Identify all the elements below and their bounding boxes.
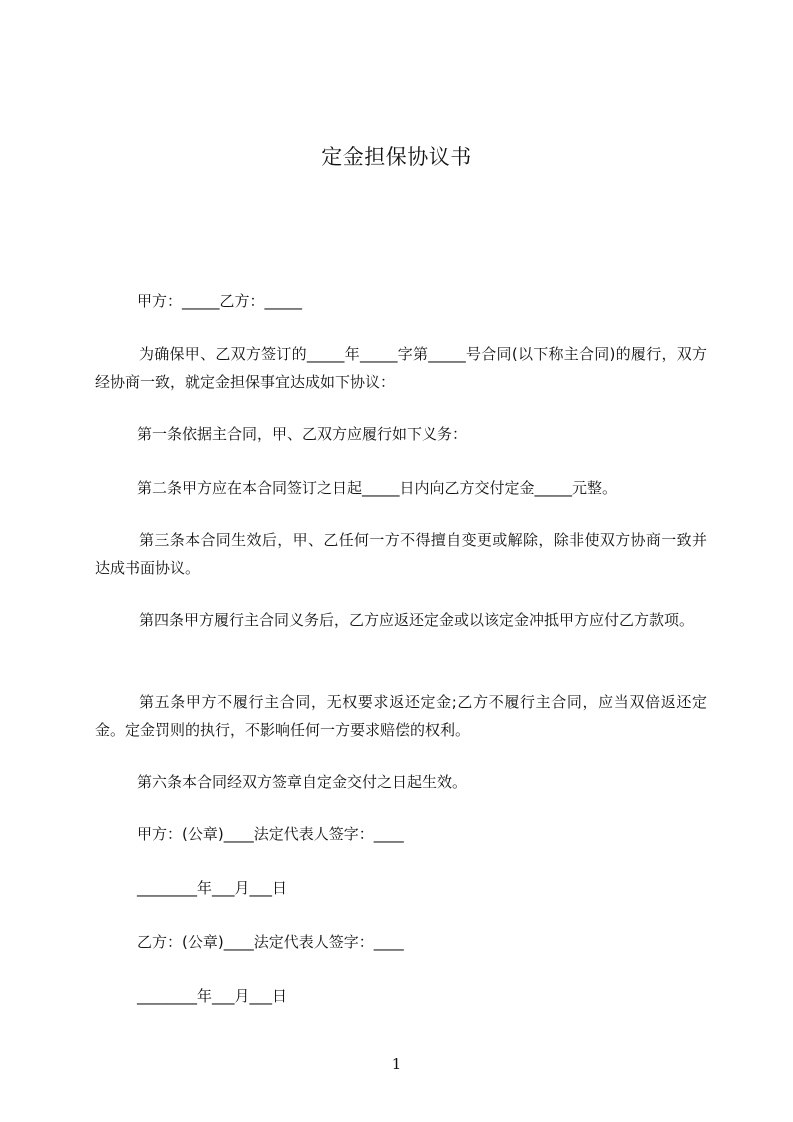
party-a-signature-line: 甲方：(公章)____法定代表人签字：____ xyxy=(137,825,404,843)
article-1: 第一条依据主合同，甲、乙双方应履行如下义务： xyxy=(137,425,468,443)
article-3: 第三条本合同生效后，甲、乙任何一方不得擅自变更或解除，除非使双方协商一致并达成书面协议。 xyxy=(95,531,707,577)
party-b-signature-line: 乙方：(公章)____法定代表人签字：____ xyxy=(137,933,404,951)
document-title: 定金担保协议书 xyxy=(321,145,472,169)
article-2: 第二条甲方应在本合同签订之日起_____日内向乙方交付定金_____元整。 xyxy=(137,479,618,497)
party-a-date-line: ________年___月___日 xyxy=(137,879,288,897)
parties-line: 甲方：_____乙方：_____ xyxy=(137,292,303,310)
article-5: 第五条甲方不履行主合同，无权要求返还定金;乙方不履行主合同，应当双倍返还定金。定金罚则的执行，不影响任何一方要求赔偿的权利。 xyxy=(95,693,707,739)
preamble-paragraph: 为确保甲、乙双方签订的_____年_____字第_____号合同(以下称主合同)的履行，双方经协商一致，就定金担保事宜达成如下协议： xyxy=(95,345,707,391)
page-number: 1 xyxy=(391,1055,402,1073)
party-b-date-line: ________年___月___日 xyxy=(137,987,288,1005)
article-6: 第六条本合同经双方签章自定金交付之日起生效。 xyxy=(137,773,468,791)
article-4: 第四条甲方履行主合同义务后，乙方应返还定金或以该定金冲抵甲方应付乙方款项。 xyxy=(139,611,695,629)
